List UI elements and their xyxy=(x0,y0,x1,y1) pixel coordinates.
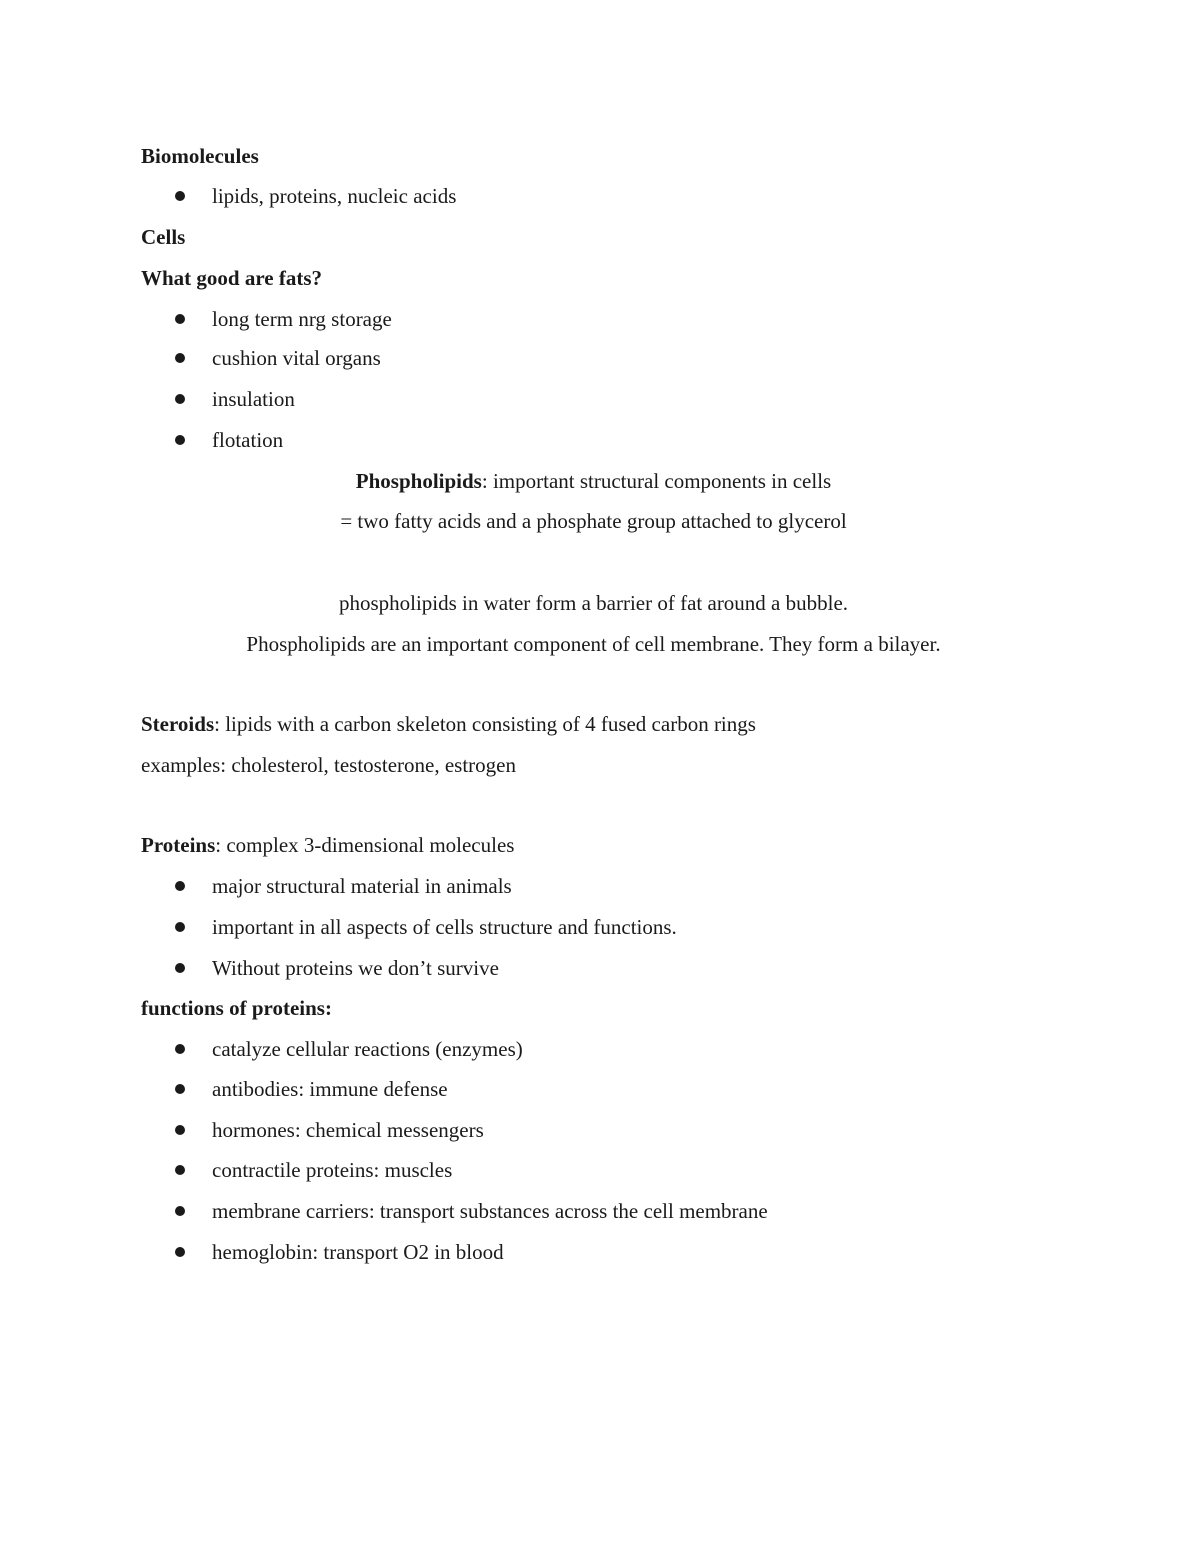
definition-text: : complex 3-dimensional molecules xyxy=(215,833,515,857)
bullet-icon xyxy=(175,881,185,891)
bullet-icon xyxy=(175,1247,185,1257)
term-phospholipids: Phospholipids xyxy=(355,469,482,493)
heading-cells: Cells xyxy=(141,225,186,249)
list-item: Without proteins we don’t survive xyxy=(212,956,499,980)
list-item: important in all aspects of cells structure and functions. xyxy=(212,915,677,939)
bullet-icon xyxy=(175,353,185,363)
term-steroids: Steroids xyxy=(141,712,215,736)
term-proteins: Proteins xyxy=(141,833,216,857)
steroids-examples: examples: cholesterol, testosterone, estrogen xyxy=(141,753,516,777)
list-item: long term nrg storage xyxy=(212,307,392,331)
list-item: major structural material in animals xyxy=(212,874,512,898)
phospholipids-definition xyxy=(0,467,1187,495)
phospholipids-composition: = two fatty acids and a phosphate group attached to glycerol xyxy=(340,509,847,533)
definition-text: : important structural components in cells xyxy=(481,469,832,493)
bullet-icon xyxy=(175,314,185,324)
bullet-icon xyxy=(175,963,185,973)
list-item: insulation xyxy=(212,387,295,411)
list-item: membrane carriers: transport substances across the cell membrane xyxy=(212,1199,768,1223)
list-item: hormones: chemical messengers xyxy=(212,1118,484,1142)
bullet-icon xyxy=(175,191,185,201)
heading-functions-of-proteins: functions of proteins: xyxy=(141,996,332,1020)
bullet-icon xyxy=(175,394,185,404)
bullet-icon xyxy=(175,1125,185,1135)
heading-fats: What good are fats? xyxy=(141,266,323,290)
list-item: lipids, proteins, nucleic acids xyxy=(212,184,457,208)
bullet-icon xyxy=(175,922,185,932)
list-item: antibodies: immune defense xyxy=(212,1077,448,1101)
heading-biomolecules: Biomolecules xyxy=(141,144,259,168)
list-item: catalyze cellular reactions (enzymes) xyxy=(212,1037,523,1061)
phospholipids-membrane-note: Phospholipids are an important component of cell membrane. They form a bilayer. xyxy=(246,632,941,656)
bullet-icon xyxy=(175,1044,185,1054)
proteins-definition xyxy=(141,831,514,859)
list-item: hemoglobin: transport O2 in blood xyxy=(212,1240,504,1264)
definition-text: : lipids with a carbon skeleton consisting of 4 fused carbon rings xyxy=(214,712,756,736)
list-item: cushion vital organs xyxy=(212,346,381,370)
list-item: contractile proteins: muscles xyxy=(212,1158,453,1182)
steroids-definition xyxy=(141,710,756,738)
list-item: flotation xyxy=(212,428,284,452)
bullet-icon xyxy=(175,1084,185,1094)
bullet-icon xyxy=(175,1165,185,1175)
bullet-icon xyxy=(175,1206,185,1216)
bullet-icon xyxy=(175,435,185,445)
phospholipids-water-note: phospholipids in water form a barrier of fat around a bubble. xyxy=(338,591,849,615)
